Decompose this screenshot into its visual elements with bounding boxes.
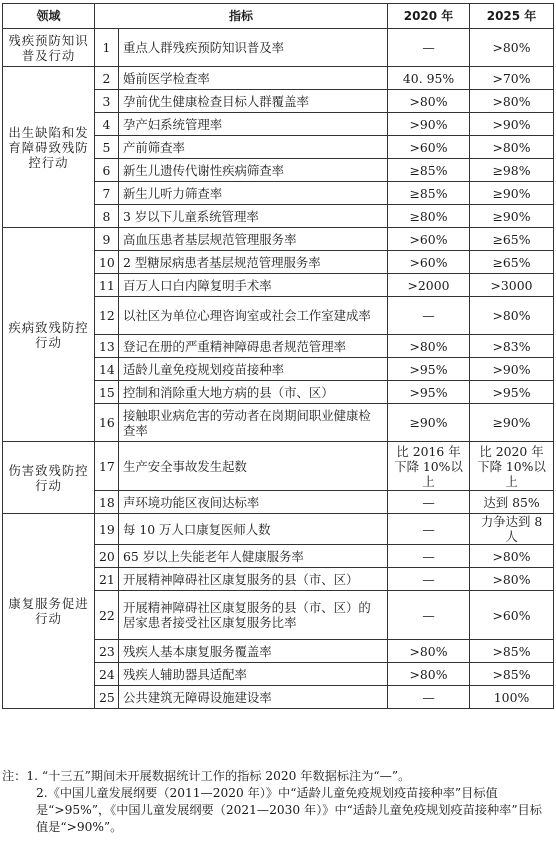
value-2020: —: [388, 591, 470, 640]
value-2025: 达到 85%: [470, 491, 554, 514]
indicator-cell: 新生儿遗传代谢性疾病筛查率: [119, 159, 388, 182]
value-2020: >95%: [388, 358, 470, 381]
value-2020: >80%: [388, 90, 470, 113]
row-number: 16: [95, 404, 119, 442]
indicator-cell: 残疾人基本康复服务覆盖率: [119, 640, 388, 663]
indicator-cell: 开展精神障碍社区康复服务的县（市、区）: [119, 568, 388, 591]
value-2020: >80%: [388, 640, 470, 663]
indicator-cell: 每 10 万人口康复医师人数: [119, 514, 388, 545]
value-2025: >90%: [470, 113, 554, 136]
row-number: 20: [95, 545, 119, 568]
value-2020: ≥85%: [388, 159, 470, 182]
row-number: 25: [95, 686, 119, 709]
value-2020: >90%: [388, 113, 470, 136]
value-2025: >80%: [470, 136, 554, 159]
header-year-2025: 2025 年: [470, 4, 554, 29]
value-2020: —: [388, 514, 470, 545]
value-2025: ≥90%: [470, 182, 554, 205]
indicator-cell: 65 岁以上失能老年人健康服务率: [119, 545, 388, 568]
row-number: 11: [95, 274, 119, 297]
domain-cell: 残疾预防知识普及行动: [3, 29, 95, 67]
row-number: 1: [95, 29, 119, 67]
indicator-cell: 重点人群残疾预防知识普及率: [119, 29, 388, 67]
row-number: 10: [95, 251, 119, 274]
value-2025: >85%: [470, 640, 554, 663]
indicator-cell: 声环境功能区夜间达标率: [119, 491, 388, 514]
value-2020: >60%: [388, 228, 470, 251]
domain-cell: 伤害致残防控行动: [3, 442, 95, 514]
value-2025: ≥98%: [470, 159, 554, 182]
row-number: 8: [95, 205, 119, 228]
value-2025: >80%: [470, 545, 554, 568]
value-2020: 比 2016 年下降 10%以上: [388, 442, 470, 491]
header-year-2020: 2020 年: [388, 4, 470, 29]
value-2025: ≥90%: [470, 404, 554, 442]
row-number: 15: [95, 381, 119, 404]
table-row: [3, 514, 554, 545]
indicator-cell: 婚前医学检查率: [119, 67, 388, 90]
header-indicator: 指标: [95, 4, 388, 29]
value-2025: 比 2020 年下降 10%以上: [470, 442, 554, 491]
note-2: 2.《中国儿童发展纲要（2011—2020 年）》中“适龄儿童免疫规划疫苗接种率”目标值是“>95%”，《中国儿童发展纲要（2021—2030 年）》中“适龄儿童免疫规划疫苗接种率”目标值是“>90%”。: [36, 786, 542, 834]
header-domain: 领域: [3, 4, 95, 29]
indicator-cell: 公共建筑无障碍设施建设率: [119, 686, 388, 709]
indicator-cell: 生产安全事故发生起数: [119, 442, 388, 491]
row-number: 21: [95, 568, 119, 591]
value-2025: >80%: [470, 297, 554, 335]
row-number: 19: [95, 514, 119, 545]
value-2020: —: [388, 686, 470, 709]
table-row: [3, 442, 554, 491]
indicator-cell: 新生儿听力筛查率: [119, 182, 388, 205]
table-row: [3, 67, 554, 90]
domain-cell: 出生缺陷和发育障碍致残防控行动: [3, 67, 95, 228]
row-number: 23: [95, 640, 119, 663]
row-number: 4: [95, 113, 119, 136]
value-2025: ≥65%: [470, 228, 554, 251]
value-2020: >80%: [388, 663, 470, 686]
indicator-cell: 控制和消除重大地方病的县（市、区）: [119, 381, 388, 404]
value-2020: >80%: [388, 335, 470, 358]
indicator-cell: 以社区为单位心理咨询室或社会工作室建成率: [119, 297, 388, 335]
value-2020: 40. 95%: [388, 67, 470, 90]
value-2020: ≥80%: [388, 205, 470, 228]
value-2025: 100%: [470, 686, 554, 709]
indicator-cell: 登记在册的严重精神障碍患者规范管理率: [119, 335, 388, 358]
indicator-cell: 残疾人辅助器具适配率: [119, 663, 388, 686]
value-2020: —: [388, 568, 470, 591]
row-number: 14: [95, 358, 119, 381]
row-number: 5: [95, 136, 119, 159]
row-number: 9: [95, 228, 119, 251]
value-2025: >80%: [470, 568, 554, 591]
value-2025: >60%: [470, 591, 554, 640]
indicator-cell: 高血压患者基层规范管理服务率: [119, 228, 388, 251]
value-2020: >2000: [388, 274, 470, 297]
value-2020: —: [388, 297, 470, 335]
value-2025: >80%: [470, 29, 554, 67]
value-2025: >70%: [470, 67, 554, 90]
value-2025: >95%: [470, 381, 554, 404]
value-2020: ≥90%: [388, 404, 470, 442]
value-2020: —: [388, 29, 470, 67]
indicator-cell: 2 型糖尿病患者基层规范管理服务率: [119, 251, 388, 274]
indicator-cell: 接触职业病危害的劳动者在岗期间职业健康检查率: [119, 404, 388, 442]
value-2025: >90%: [470, 358, 554, 381]
row-number: 2: [95, 67, 119, 90]
row-number: 12: [95, 297, 119, 335]
row-number: 3: [95, 90, 119, 113]
table-row: [3, 228, 554, 251]
value-2020: ≥85%: [388, 182, 470, 205]
row-number: 7: [95, 182, 119, 205]
value-2025: ≥65%: [470, 251, 554, 274]
table-notes: [2, 768, 554, 836]
indicator-cell: 孕前优生健康检查目标人群覆盖率: [119, 90, 388, 113]
indicator-cell: 3 岁以下儿童系统管理率: [119, 205, 388, 228]
value-2025: >3000: [470, 274, 554, 297]
value-2020: >60%: [388, 251, 470, 274]
row-number: 18: [95, 491, 119, 514]
table-header-row: [3, 4, 554, 29]
value-2020: —: [388, 545, 470, 568]
indicator-cell: 孕产妇系统管理率: [119, 113, 388, 136]
indicator-table: [2, 3, 554, 709]
domain-cell: 康复服务促进行动: [3, 514, 95, 709]
value-2020: >60%: [388, 136, 470, 159]
value-2025: >83%: [470, 335, 554, 358]
indicator-cell: 产前筛查率: [119, 136, 388, 159]
row-number: 13: [95, 335, 119, 358]
value-2025: >80%: [470, 90, 554, 113]
value-2025: ≥90%: [470, 205, 554, 228]
row-number: 24: [95, 663, 119, 686]
row-number: 6: [95, 159, 119, 182]
row-number: 22: [95, 591, 119, 640]
value-2020: —: [388, 491, 470, 514]
table-row: [3, 29, 554, 67]
domain-cell: 疾病致残防控行动: [3, 228, 95, 442]
indicator-cell: 百万人口白内障复明手术率: [119, 274, 388, 297]
row-number: 17: [95, 442, 119, 491]
indicator-cell: 适龄儿童免疫规划疫苗接种率: [119, 358, 388, 381]
value-2025: >85%: [470, 663, 554, 686]
note-1: 注：1. “十三五”期间未开展数据统计工作的指标 2020 年数据标注为“—”。: [2, 769, 411, 783]
value-2025: 力争达到 8 人: [470, 514, 554, 545]
indicator-cell: 开展精神障碍社区康复服务的县（市、区）的居家患者接受社区康复服务比率: [119, 591, 388, 640]
value-2020: >95%: [388, 381, 470, 404]
